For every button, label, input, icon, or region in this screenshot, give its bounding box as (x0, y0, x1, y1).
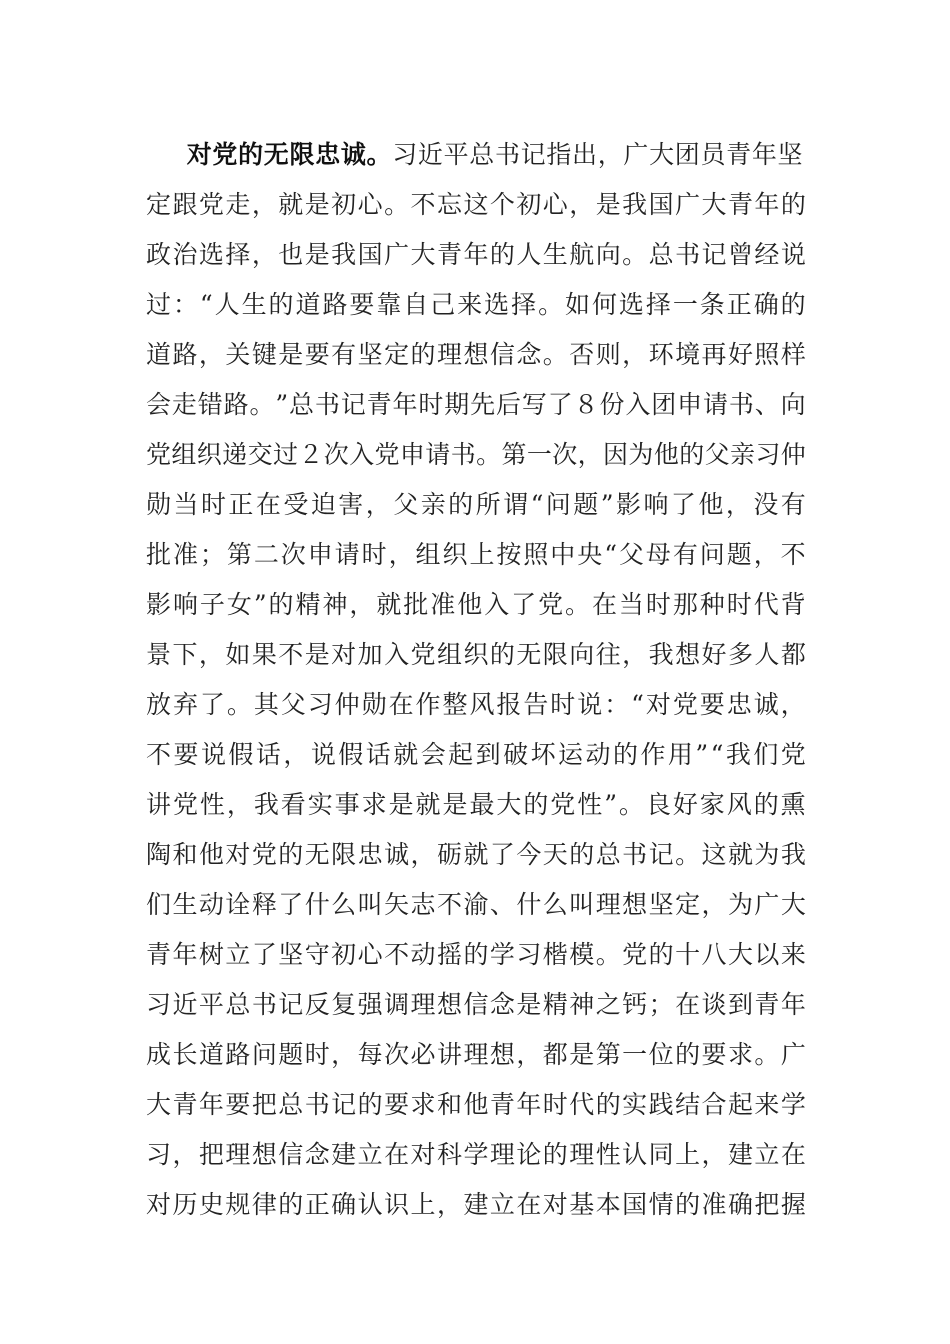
text-line: 成 长 道 路 问 题 时 ， 每 次 必 讲 理 想 ， 都 是 第 一 位 的 要 求 。 广 (146, 1040, 806, 1069)
text-line: 青 年 树 立 了 坚 守 初 心 不 动 摇 的 学 习 楷 模 。 党 的 十 八 大 以 来 (146, 940, 806, 969)
text-line: 对 历 史 规 律 的 正 确 认 识 上 ， 建 立 在 对 基 本 国 情 的 准 确 把 握 (146, 1190, 806, 1219)
text-line: 们 生 动 诠 释 了 什 么 叫 矢 志 不 渝 、 什 么 叫 理 想 坚 定 ， 为 广 大 (146, 890, 806, 919)
text-line: 道 路 ， 关 键 是 要 有 坚 定 的 理 想 信 念 。 否 则 ， 环 境 再 好 照 样 (146, 340, 806, 369)
text-line: 对 党 的 无 限 忠 诚 。 习 近 平 总 书 记 指 出 ， 广 大 团 员 青 年 坚 (186, 140, 803, 169)
text-line: 过 ： “ 人 生 的 道 路 要 靠 自 己 来 选 择 。 如 何 选 择 一 条 正 确 的 (146, 290, 806, 319)
body-text (146, 130, 806, 1230)
text-line: 讲 党 性 ， 我 看 实 事 求 是 就 是 最 大 的 党 性 ” 。 良 好 家 风 的 熏 (146, 790, 806, 819)
text-line: 景 下 ， 如 果 不 是 对 加 入 党 组 织 的 无 限 向 往 ， 我 想 好 多 人 都 (146, 640, 806, 669)
text-line: 习 近 平 总 书 记 反 复 强 调 理 想 信 念 是 精 神 之 钙 ； 在 谈 到 青 年 (146, 990, 806, 1019)
text-line: 党 组 织 递 交 过 ２ 次 入 党 申 请 书 。 第 一 次 ， 因 为 他 的 父 亲 习 仲 (146, 440, 806, 469)
text-line: 习 ， 把 理 想 信 念 建 立 在 对 科 学 理 论 的 理 性 认 同 上 ， 建 立 在 (146, 1140, 806, 1169)
text-line: 影 响 子 女 ” 的 精 神 ， 就 批 准 他 入 了 党 。 在 当 时 那 种 时 代 背 (146, 590, 806, 619)
text-line: 勋 当 时 正 在 受 迫 害 ， 父 亲 的 所 谓 “ 问 题 ” 影 响 了 他 ， 没 有 (146, 490, 806, 519)
text-line: 陶 和 他 对 党 的 无 限 忠 诚 ， 砺 就 了 今 天 的 总 书 记 。 这 就 为 我 (146, 840, 806, 869)
text-line: 批 准 ； 第 二 次 申 请 时 ， 组 织 上 按 照 中 央 “ 父 母 有 问 题 ， 不 (146, 540, 806, 569)
text-line: 不 要 说 假 话 ， 说 假 话 就 会 起 到 破 坏 运 动 的 作 用 ” “ 我 们 党 (146, 740, 806, 769)
text-line: 会 走 错 路 。 ” 总 书 记 青 年 时 期 先 后 写 了 ８ 份 入 团 申 请 书 、 向 (146, 390, 806, 419)
text-line: 政 治 选 择 ， 也 是 我 国 广 大 青 年 的 人 生 航 向 。 总 书 记 曾 经 说 (146, 240, 806, 269)
text-line: 大 青 年 要 把 总 书 记 的 要 求 和 他 青 年 时 代 的 实 践 结 合 起 来 学 (146, 1090, 806, 1119)
text-line: 放 弃 了 。 其 父 习 仲 勋 在 作 整 风 报 告 时 说 ： “ 对 党 要 忠 诚 ， (146, 690, 806, 719)
text-line: 定 跟 党 走 ， 就 是 初 心 。 不 忘 这 个 初 心 ， 是 我 国 广 大 青 年 的 (146, 190, 806, 219)
